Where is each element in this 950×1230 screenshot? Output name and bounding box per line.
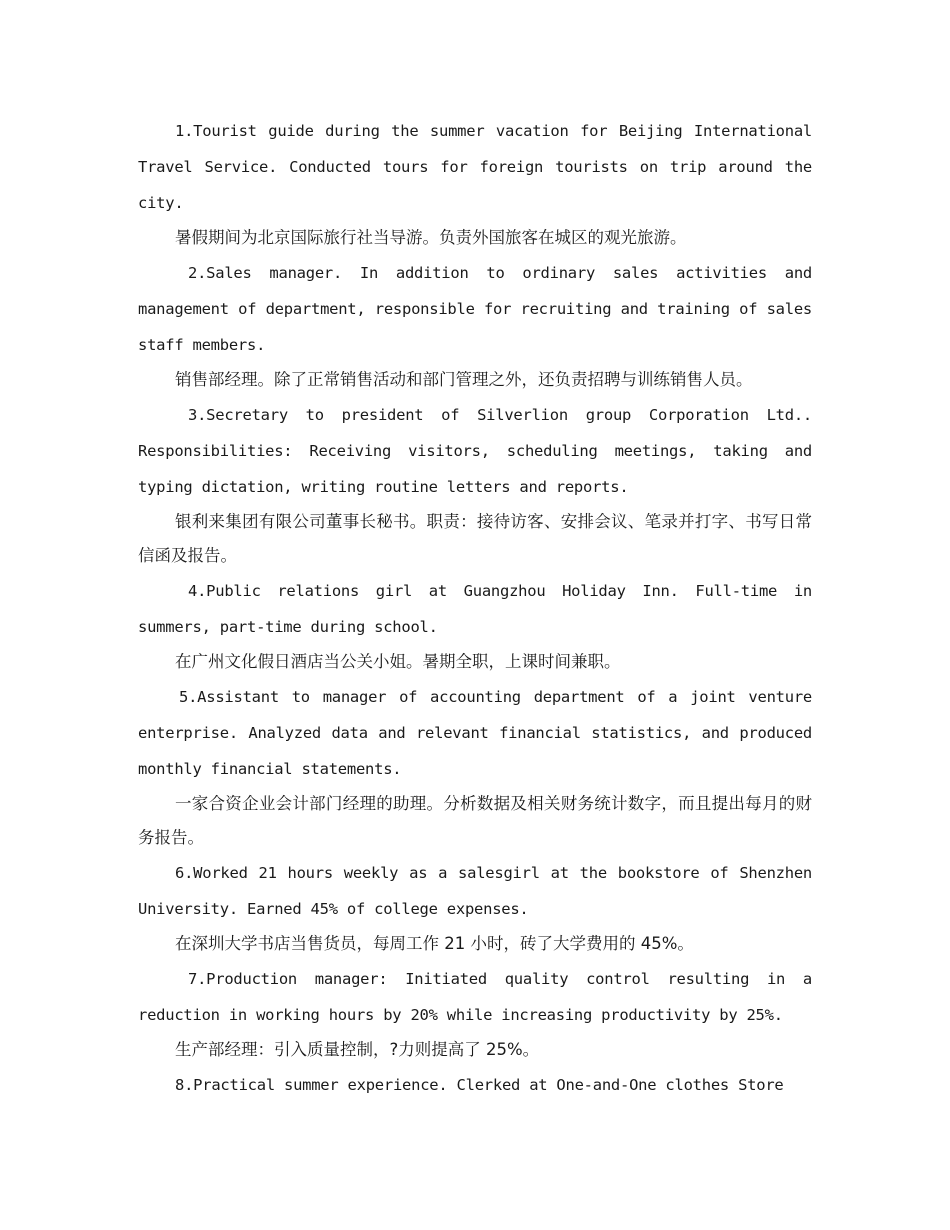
item-3-english: 3.Secretary to president of Silverlion group Corporation Ltd.. Responsibilities: Receiving visitors, scheduling meetings, taking and typing dictation, writing routine letters and reports.: [138, 406, 812, 496]
item-2-english: 2.Sales manager. In addition to ordinary sales activities and management of department, responsible for recruiting and training of sales staff members.: [138, 264, 812, 354]
item-1-chinese: 暑假期间为北京国际旅行社当导游。负责外国旅客在城区的观光旅游。: [175, 228, 687, 247]
document-body: [138, 113, 812, 1103]
item-4-english: 4.Public relations girl at Guangzhou Holiday Inn. Full-time in summers, part-time during school.: [138, 582, 812, 636]
item-3-chinese: 银利来集团有限公司董事长秘书。职责：接待访客、安排会议、笔录并打字、书写日常信函及报告。: [138, 512, 812, 565]
item-5-chinese: 一家合资企业会计部门经理的助理。分析数据及相关财务统计数字，而且提出每月的财务报告。: [138, 794, 812, 847]
item-5-english: 5.Assistant to manager of accounting department of a joint venture enterprise. Analyzed data and relevant financial statistics, and produced monthly financial statements.: [138, 688, 812, 778]
item-1-english: 1.Tourist guide during the summer vacation for Beijing International Travel Service. Conducted tours for foreign tourists on trip around the city.: [138, 122, 812, 212]
item-6-chinese: 在深圳大学书店当售货员，每周工作 21 小时，砖了大学费用的 45%。: [175, 934, 694, 953]
item-7-english: 7.Production manager: Initiated quality control resulting in a reduction in working hours by 20% while increasing productivity by 25%.: [138, 970, 812, 1024]
item-4-chinese: 在广州文化假日酒店当公关小姐。暑期全职，上课时间兼职。: [175, 652, 621, 671]
item-6-english: 6.Worked 21 hours weekly as a salesgirl at the bookstore of Shenzhen University. Earned 45% of college expenses.: [138, 864, 812, 918]
item-8-english: 8.Practical summer experience. Clerked at One-and-One clothes Store: [175, 1076, 784, 1094]
item-7-chinese: 生产部经理：引入质量控制，?力则提高了 25%。: [175, 1040, 540, 1059]
item-2-chinese: 销售部经理。除了正常销售活动和部门管理之外，还负责招聘与训练销售人员。: [175, 370, 753, 389]
